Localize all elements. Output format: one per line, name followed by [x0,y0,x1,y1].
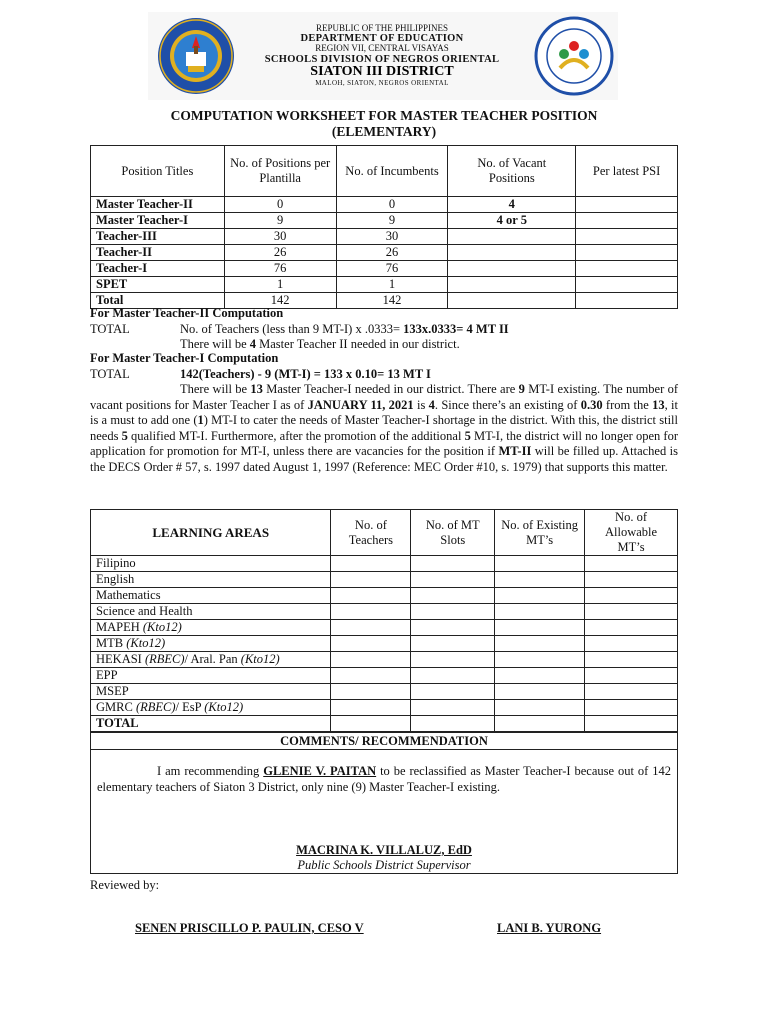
letterhead-region: REGION VII, CENTRAL VISAYAS [315,43,449,54]
table-row [91,636,678,652]
table-row [91,572,678,588]
letterhead-republic: REPUBLIC OF THE PHILIPPINES [315,23,449,33]
mt2-total-label: TOTAL [90,321,130,336]
psi-cell [576,245,678,261]
incumbent-count: 26 [336,245,448,261]
reviewed-by-label: Reviewed by: [90,878,160,892]
plantilla-count: 9 [224,213,336,229]
letterhead-address: MALOH, SIATON, NEGROS ORIENTAL [315,78,449,87]
position-title: Teacher-II [91,245,225,261]
table-row [91,229,678,245]
incumbent-count: 0 [336,197,448,213]
vacant-count [448,229,576,245]
recommended-name: GLENIE V. PAITAN [263,764,377,778]
plantilla-count: 76 [224,261,336,277]
letterhead [148,12,618,100]
mt2-formula-text: No. of Teachers (less than 9 MT-I) x .0333= [180,321,404,336]
psi-cell [576,229,678,245]
incumbent-count: 142 [336,293,448,309]
psi-cell [576,261,678,277]
position-title: Master Teacher-II [91,197,225,213]
header-incumbents: No. of Incumbents [336,146,448,197]
comments-box [90,732,678,874]
letterhead-district: SIATON III DISTRICT [310,63,454,79]
learning-area: Filipino [91,556,331,572]
vacant-count [448,261,576,277]
learning-area: English [91,572,331,588]
psi-cell [576,213,678,229]
psi-cell [576,197,678,213]
letterhead-division: SCHOOLS DIVISION OF NEGROS ORIENTAL [264,53,500,65]
positions-table [90,145,678,309]
table-row [91,652,678,668]
learning-area: Science and Health [91,604,331,620]
vacant-count [448,277,576,293]
learning-area: EPP [91,668,331,684]
title-line-1: COMPUTATION WORKSHEET FOR MASTER TEACHER POSITION [170,108,598,123]
table-row [91,668,678,684]
plantilla-count: 26 [224,245,336,261]
position-title: Total [91,293,225,309]
plantilla-count: 30 [224,229,336,245]
letterhead-deped: DEPARTMENT OF EDUCATION [300,33,464,45]
position-title: SPET [91,277,225,293]
learning-area: GMRC (RBEC)/ EsP (Kto12) [91,700,331,716]
mt2-note-number: 4 [249,337,257,351]
table-total-row [91,716,678,732]
mt2-computation [90,306,678,353]
mt1-explanation: There will be 13 Master Teacher-I needed in our district. There are 9 MT-I existing. The number of vacant positions for Master Teacher I as of JANUARY 11, 2021 is 4. Since there’s an existing of 0.30 from the 13, it is a must to add one (1) MT-I to cater the needs of Master Teacher-I shortage in the district. With this, the district still needs 5 qualified MT-I. Furthermore, after the promotion of the additional 5 MT-I, the district will no longer open for application for promotion for MT-I, unless there are vacancies for the position if MT-II will be filled up. Attached is the DECS Order # 57, s. 1997 dated August 1, 1997 (Reference: MEC Order #10, s. 1979) that supports this matter. [90,382,679,474]
plantilla-count: 0 [224,197,336,213]
table-row [91,277,678,293]
table-row [91,197,678,213]
header-no-teachers: No. of Teachers [331,510,411,556]
supervisor-name: MACRINA K. VILLALUZ, EdD [296,843,472,857]
table-row [91,213,678,229]
incumbent-count: 76 [336,261,448,277]
learning-area: HEKASI (RBEC)/ Aral. Pan (Kto12) [91,652,331,668]
plantilla-count: 1 [224,277,336,293]
header-position-titles: Position Titles [91,146,225,197]
comments-heading: COMMENTS/ RECOMMENDATION [91,733,677,750]
position-title: Teacher-I [91,261,225,277]
table-row [91,620,678,636]
title-line-2: (ELEMENTARY) [331,123,437,139]
psi-cell [576,277,678,293]
comments-body: I am recommending GLENIE V. PAITAN to be reclassified as Master Teacher-I because out of 142 elementary teachers of Siaton 3 District, only nine (9) Master Teacher-I existing. [97,764,671,794]
position-title: Master Teacher-I [91,213,225,229]
mt2-note-text: Master Teacher II needed in our district. [256,337,460,351]
mt1-formula: 142(Teachers) - 9 (MT-I) = 133 x 0.10= 13 MT I [180,366,431,381]
division-seal-logo [534,16,614,96]
table-row [91,588,678,604]
supervisor-signature-block [91,843,677,873]
vacant-count: 4 [448,197,576,213]
areas-header-row [91,510,678,556]
header-existing-mt: No. of Existing MT’s [495,510,585,556]
mt2-heading: For Master Teacher-II Computation [90,306,284,320]
header-positions-plantilla: No. of Positions per Plantilla [224,146,336,197]
vacant-count [448,245,576,261]
reviewer-name: SENEN PRISCILLO P. PAULIN, CESO V [135,921,364,935]
header-mt-slots: No. of MT Slots [411,510,495,556]
reviewer-name: LANI B. YURONG [497,921,602,935]
table-row [91,245,678,261]
table-row [91,604,678,620]
learning-area: MSEP [91,684,331,700]
areas-total-label: TOTAL [91,716,331,732]
table-row [91,556,678,572]
mt1-computation [90,351,678,475]
worksheet-title [90,108,678,139]
header-allowable-mt: No. of Allowable MT’s [585,510,678,556]
plantilla-count: 142 [224,293,336,309]
table-row [91,700,678,716]
header-vacant: No. of Vacant Positions [448,146,576,197]
header-psi: Per latest PSI [576,146,678,197]
positions-header-row [91,146,678,197]
learning-area: Mathematics [91,588,331,604]
supervisor-position: Public Schools District Supervisor [297,858,471,872]
incumbent-count: 30 [336,229,448,245]
mt2-note-text: There will be [180,337,250,351]
position-title: Teacher-III [91,229,225,245]
header-learning-areas: LEARNING AREAS [91,510,331,556]
learning-area: MTB (Kto12) [91,636,331,652]
district-seal-logo [156,16,236,96]
learning-areas-table [90,509,678,732]
mt1-total-label: TOTAL [90,366,130,381]
incumbent-count: 9 [336,213,448,229]
incumbent-count: 1 [336,277,448,293]
mt2-formula-result: 133x.0333= 4 MT II [403,321,509,336]
mt1-heading: For Master Teacher-I Computation [90,351,279,365]
table-row [91,261,678,277]
table-row [91,684,678,700]
vacant-count: 4 or 5 [448,213,576,229]
learning-area: MAPEH (Kto12) [91,620,331,636]
